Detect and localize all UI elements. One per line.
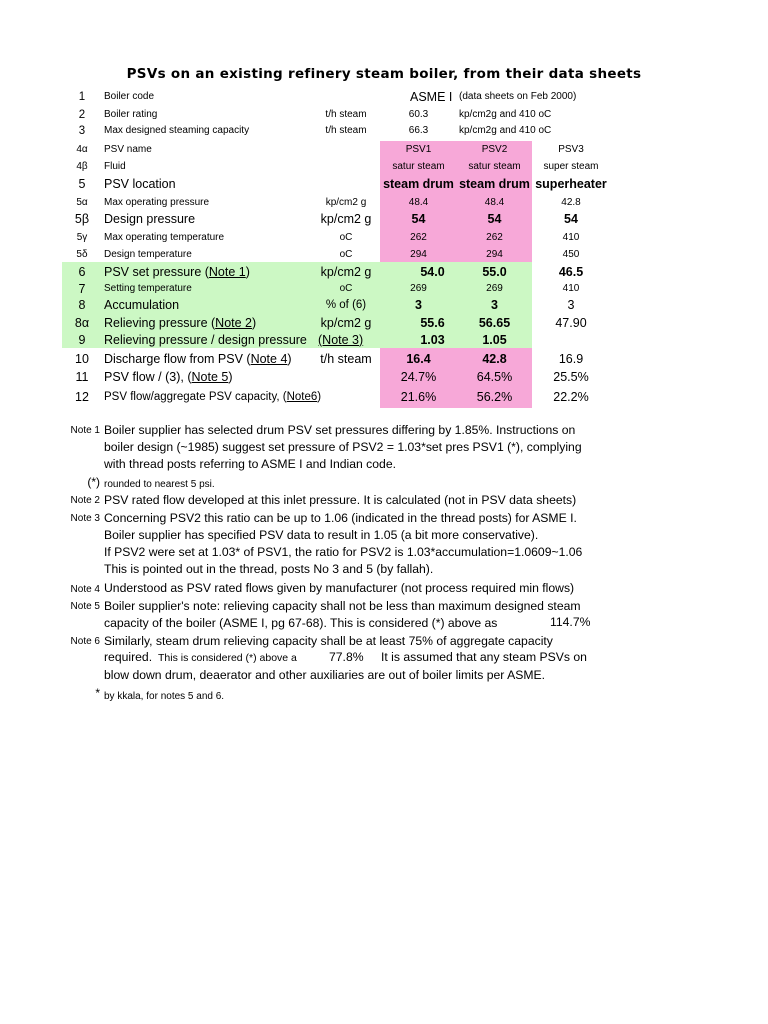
note-6-link[interactable]: Note6 — [286, 390, 318, 403]
note-label: Note 3 — [70, 513, 100, 524]
row-label: Setting temperature — [104, 283, 192, 294]
row-value: 450 — [562, 249, 580, 260]
row-unit: kp/cm2 g — [320, 316, 372, 330]
row-number: 4β — [76, 161, 88, 172]
table-row — [0, 246, 768, 263]
row-unit-note: kp/cm2g and 410 oC — [459, 125, 552, 136]
row-number: 8α — [74, 316, 90, 330]
table-row — [0, 141, 768, 158]
row-label: Max designed steaming capacity — [104, 125, 250, 136]
row-label: Design pressure — [104, 211, 196, 226]
row-label: Design temperature — [104, 249, 192, 260]
row-unit: % of (6) — [325, 299, 367, 311]
table-row — [0, 175, 768, 193]
note-2-link[interactable]: Note 2 — [215, 316, 253, 330]
row-value: 1.05 — [482, 332, 507, 347]
table-row — [0, 209, 768, 228]
note-label: Note 4 — [70, 584, 100, 595]
table-row — [0, 106, 768, 123]
row-number: 4α — [76, 144, 88, 155]
row-unit: kp/cm2 g — [320, 264, 372, 279]
row-value: 54 — [564, 211, 578, 226]
row-value: 46.5 — [558, 264, 584, 279]
row-label: Discharge flow from PSV ( Note 4 ) — [104, 351, 292, 366]
row-label: Relieving pressure ( Note 2 ) — [104, 316, 257, 330]
row-number: 5δ — [76, 249, 88, 260]
table-row — [0, 387, 768, 406]
row-value: 294 — [486, 249, 503, 260]
table-row — [0, 88, 768, 105]
row-value: steam drum — [383, 177, 454, 191]
row-value: 269 — [486, 283, 503, 294]
row-value: 3 — [567, 298, 575, 312]
row-label: Max operating pressure — [104, 197, 210, 208]
row-number: 11 — [75, 369, 89, 384]
row-number: 2 — [78, 108, 86, 121]
row-unit-note: kp/cm2g and 410 oC — [459, 109, 552, 120]
row-value: 54 — [411, 211, 426, 226]
row-value: 24.7% — [400, 369, 437, 384]
row-value: 3 — [491, 298, 498, 312]
row-value: steam drum — [459, 177, 530, 191]
boiler-code-note: (data sheets on Feb 2000) — [459, 91, 577, 102]
row-label: Max operating temperature — [104, 232, 225, 243]
note-label: Note 2 — [70, 495, 100, 506]
note-1-link[interactable]: Note 1 — [208, 264, 246, 279]
row-number: 5β — [74, 211, 90, 226]
row-value: 410 — [562, 232, 580, 243]
row-value: 21.6% — [400, 389, 437, 404]
row-value: 60.3 — [408, 109, 429, 120]
table-row — [0, 262, 768, 281]
note-5-value: 114.7% — [550, 615, 591, 629]
row-value: 54 — [487, 211, 502, 226]
row-value: 56.2% — [476, 389, 513, 404]
row-label: Relieving pressure / design pressure — [104, 332, 307, 347]
row-value: 410 — [562, 283, 580, 294]
note-5-text: Boiler supplier's note: relieving capacity shall not be less than maximum designed steam capacity of the boiler (ASME I, pg 67-68). This is considered (*) above as — [104, 599, 581, 630]
note-1-text: Boiler supplier has selected drum PSV set pressures differing by 1.85%. Instructions on boiler design (~1985) suggest set pressure of PSV2 = 1.03*set pres PSV1 (*), complying with thread posts referring to ASME I and Indian code. — [104, 423, 582, 471]
row-value: 55.6 — [420, 316, 445, 330]
row-label: Boiler code — [104, 91, 155, 102]
note-3-text: Concerning PSV2 this ratio can be up to 1.06 (indicated in the thread posts) for ASME I. Boiler supplier has specified PSV data to result in 1.05 (a bit more conservative). If PSV2 were set at 1.03* of PSV1, the ratio for PSV2 is 1.03*accumulation=1.0609~1.06 This is pointed out in the thread, posts No 3 and 5 (by fallah). — [104, 511, 583, 576]
row-value: 48.4 — [408, 197, 429, 208]
row-number: 5 — [78, 177, 86, 191]
note-4-text: Understood as PSV rated flows given by manufacturer (not process required min flows) — [104, 581, 575, 595]
row-unit: kp/cm2 g — [325, 197, 367, 208]
row-label: PSV flow / (3), ( Note 5 ) — [104, 369, 233, 384]
row-value: 25.5% — [553, 369, 589, 384]
row-number: 3 — [78, 124, 86, 137]
row-value: super steam — [543, 161, 599, 172]
row-number: 5γ — [76, 232, 88, 243]
note-5-link[interactable]: Note 5 — [191, 369, 229, 384]
row-value: 262 — [410, 232, 427, 243]
note-6-considered: This is considered (*) above a — [158, 652, 297, 664]
row-label: PSV location — [104, 177, 176, 191]
table-row — [0, 296, 768, 314]
row-label: PSV flow/aggregate PSV capacity, ( Note6 ) — [104, 390, 322, 403]
table-row — [0, 349, 768, 368]
psv3-name: PSV3 — [558, 144, 584, 155]
row-unit: kp/cm2 g — [320, 211, 372, 226]
row-value: 3 — [415, 298, 422, 312]
table-row — [0, 122, 768, 139]
row-number: 1 — [78, 90, 86, 103]
row-value: satur steam — [468, 161, 521, 172]
note-label: Note 5 — [70, 601, 100, 612]
table-row — [0, 280, 768, 297]
row-label: Accumulation — [104, 298, 180, 312]
psv1-name: PSV1 — [405, 144, 432, 155]
row-number: 6 — [78, 264, 86, 279]
row-number: 8 — [78, 298, 86, 312]
row-unit: t/h steam — [320, 351, 372, 366]
note-label: * — [95, 686, 100, 700]
row-number: 9 — [78, 332, 86, 347]
row-value: 48.4 — [484, 197, 505, 208]
row-value: 22.2% — [553, 389, 589, 404]
row-unit: t/h steam — [325, 109, 367, 120]
row-value: 16.4 — [406, 351, 431, 366]
row-value: 294 — [410, 249, 427, 260]
note-4-link[interactable]: Note 4 — [250, 351, 288, 366]
note-6-text-required: required. — [104, 650, 153, 664]
row-value: 16.9 — [558, 351, 584, 366]
row-value: 1.03 — [420, 332, 445, 347]
row-label: PSV name — [104, 144, 152, 155]
row-unit: oC — [339, 249, 353, 260]
table-row — [0, 158, 768, 175]
table-row — [0, 314, 768, 332]
note-label: Note 6 — [70, 636, 100, 647]
table-row — [0, 229, 768, 246]
row-unit: t/h steam — [325, 125, 367, 136]
note-6-text: Similarly, steam drum relieving capacity shall be at least 75% of aggregate capacity — [104, 634, 553, 648]
boiler-code-value: ASME I — [410, 89, 453, 104]
psv2-name: PSV2 — [481, 144, 508, 155]
row-value: 269 — [410, 283, 427, 294]
row-unit: oC — [339, 232, 353, 243]
row-value: 262 — [486, 232, 503, 243]
table-row — [0, 367, 768, 386]
note-3-link[interactable]: (Note 3) — [318, 332, 364, 347]
row-value: 42.8 — [482, 351, 507, 366]
note-6-text-cont: blow down drum, deaerator and other auxiliaries are out of boiler limits per ASME. — [104, 668, 545, 682]
row-label: Boiler rating — [104, 109, 158, 120]
row-value: 64.5% — [476, 369, 513, 384]
row-value: superheater — [535, 177, 607, 191]
page-title: PSVs on an existing refinery steam boiler, from their data sheets — [126, 66, 642, 82]
row-number: 7 — [78, 281, 86, 296]
note-6-assumption: It is assumed that any steam PSVs on — [381, 650, 587, 664]
row-value: 66.3 — [408, 125, 429, 136]
note-label: (*) — [87, 475, 100, 489]
note-6-value: 77.8% — [329, 650, 364, 664]
row-value: 42.8 — [561, 197, 581, 208]
row-value: 56.65 — [478, 316, 511, 330]
row-label: PSV set pressure ( Note 1 ) — [104, 264, 250, 279]
table-row — [0, 331, 768, 348]
row-value: 47.90 — [555, 316, 587, 330]
rounding-note: rounded to nearest 5 psi. — [104, 479, 215, 490]
row-unit: oC — [339, 283, 353, 294]
note-2-text: PSV rated flow developed at this inlet pressure. It is calculated (not in PSV data sheets) — [104, 493, 577, 507]
row-number: 12 — [75, 389, 89, 404]
row-value: 55.0 — [482, 264, 507, 279]
attribution-note: by kkala, for notes 5 and 6. — [104, 691, 225, 702]
row-value: satur steam — [392, 161, 445, 172]
row-value: 54.0 — [420, 264, 445, 279]
note-label: Note 1 — [70, 425, 100, 436]
row-number: 5α — [76, 197, 88, 208]
row-number: 10 — [75, 351, 89, 366]
row-label: Fluid — [104, 161, 126, 172]
